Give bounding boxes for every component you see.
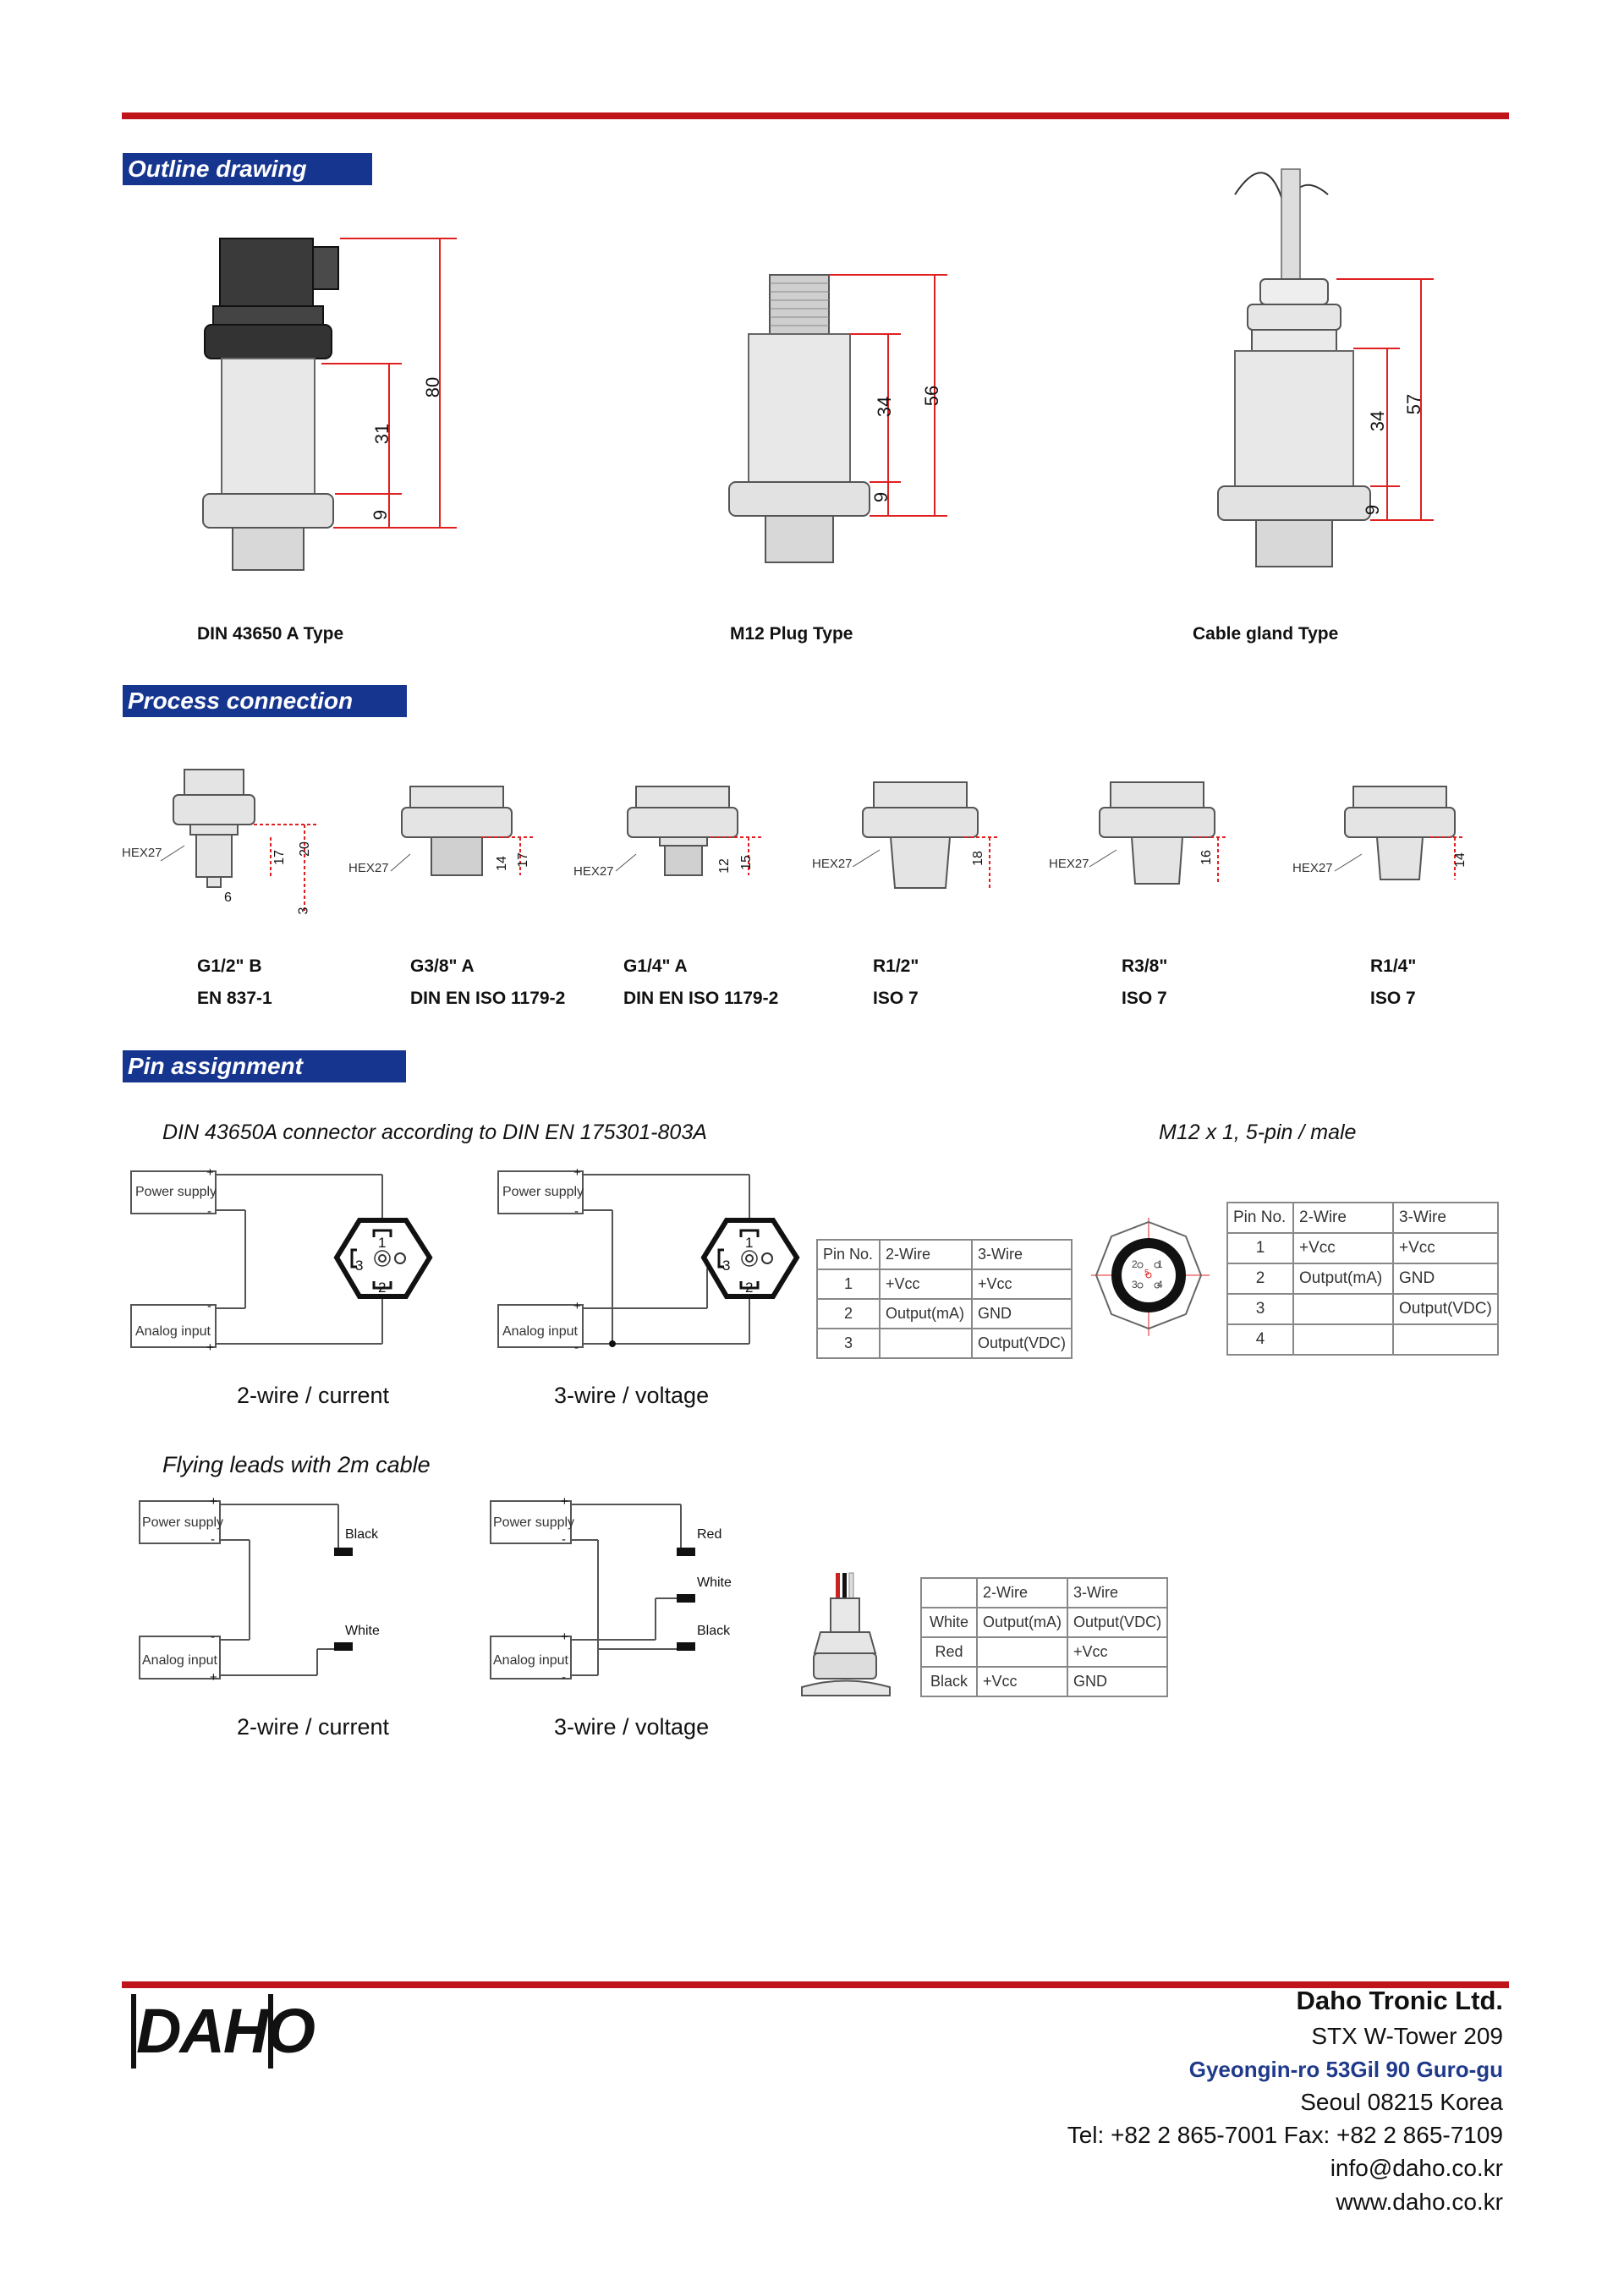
process-connection-3: G1/4" A DIN EN ISO 1179-2 [623, 956, 779, 1008]
process-connection-1: G1/2" B EN 837-1 [197, 956, 272, 1008]
minus-sign: - [562, 1532, 566, 1547]
dim-c1-20: 20 [297, 841, 312, 857]
plus-sign: + [206, 1340, 214, 1355]
minus-sign: - [574, 1340, 579, 1355]
email-link[interactable]: info@daho.co.kr [1330, 2155, 1503, 2181]
caption-din-43650: DIN 43650 A Type [197, 624, 344, 644]
power-supply-label: Power supply [493, 1515, 575, 1530]
dim-din-9: 9 [370, 509, 392, 521]
m12-sensor-drawing [719, 271, 973, 584]
minus-sign: - [207, 1204, 211, 1219]
din-pin-2: 2 [378, 1280, 387, 1296]
din-connector-title: DIN 43650A connector according to DIN EN 175301-803A [162, 1121, 707, 1144]
lead-black-label: Black [345, 1527, 379, 1542]
din-pin-3: 3 [355, 1258, 364, 1274]
m12-pin-5: 5 [1144, 1269, 1149, 1278]
dim-gland-9: 9 [1362, 504, 1384, 516]
process-connection-drawings [118, 761, 1506, 930]
din-pin-2: 2 [745, 1280, 754, 1296]
m12-pin-table: Pin No. 2-Wire 3-Wire 1 +Vcc +Vcc 2 Output(mA) GND 3 Output(VDC) 4 [1226, 1202, 1499, 1356]
m12-connector-title: M12 x 1, 5-pin / male [1159, 1121, 1357, 1144]
minus-sign: - [211, 1630, 215, 1644]
hex-label-6: HEX27 [1292, 861, 1333, 875]
lead-white-label: White [697, 1575, 732, 1590]
process-connection-4: R1/2" ISO 7 [873, 956, 919, 1008]
dim-c2-17: 17 [515, 852, 530, 868]
dim-gland-57: 57 [1403, 393, 1425, 415]
address-line-1: STX W-Tower 209 [1311, 2023, 1503, 2049]
din-pin-1: 1 [378, 1235, 387, 1251]
power-supply-label: Power supply [502, 1185, 584, 1199]
dim-m12-56: 56 [921, 385, 943, 407]
section-pin-assignment: Pin assignment [123, 1050, 406, 1082]
m12-pin-3: 3 [1132, 1279, 1138, 1290]
hex-label-5: HEX27 [1049, 857, 1089, 871]
plus-sign: + [561, 1494, 568, 1509]
hex-label-1: HEX27 [122, 846, 162, 860]
dim-m12-9: 9 [870, 491, 892, 503]
dim-c3-15: 15 [738, 855, 754, 870]
cable-lead-sensor-drawing [795, 1569, 897, 1704]
dim-c5-16: 16 [1199, 850, 1214, 865]
analog-input-label: Analog input [493, 1653, 568, 1668]
analog-input-label: Analog input [135, 1324, 211, 1339]
plus-sign: + [210, 1670, 217, 1685]
dim-c2-14: 14 [494, 856, 509, 871]
section-process-connection: Process connection [123, 685, 407, 717]
analog-input-label: Analog input [142, 1653, 217, 1668]
dim-c6-14: 14 [1452, 852, 1468, 868]
m12-pin-1: 1 [1157, 1258, 1163, 1270]
din-pin-3: 3 [722, 1258, 731, 1274]
dim-c1-6: 6 [224, 890, 232, 905]
process-connection-2: G3/8" A DIN EN ISO 1179-2 [410, 956, 566, 1008]
dim-m12-34: 34 [874, 396, 896, 418]
caption-din-2wire: 2-wire / current [237, 1383, 390, 1408]
m12-connector-face [1091, 1218, 1210, 1336]
minus-sign: - [562, 1670, 566, 1685]
section-outline-drawing: Outline drawing [123, 153, 372, 185]
lead-color-table: 2-Wire 3-Wire White Output(mA) Output(VDC) Red +Vcc Black +Vcc GND [920, 1577, 1168, 1697]
minus-sign: - [574, 1204, 579, 1219]
hex-label-2: HEX27 [348, 861, 389, 875]
plus-sign: + [210, 1494, 217, 1509]
website-link[interactable]: www.daho.co.kr [1336, 2189, 1503, 2215]
m12-pin-4: 4 [1157, 1279, 1163, 1290]
caption-din-3wire: 3-wire / voltage [554, 1383, 710, 1408]
daho-logo: DAHO [131, 1994, 273, 2069]
dim-din-80: 80 [422, 376, 444, 398]
process-connection-5: R3/8" ISO 7 [1122, 956, 1168, 1008]
din-pin-table: Pin No. 2-Wire 3-Wire 1 +Vcc +Vcc 2 Output(mA) GND 3 Output(VDC) [816, 1239, 1073, 1359]
dim-c1-17: 17 [272, 850, 287, 865]
din-pin-1: 1 [745, 1235, 754, 1251]
power-supply-label: Power supply [135, 1185, 217, 1199]
company-name: Daho Tronic Ltd. [1296, 1986, 1503, 2015]
dim-gland-34: 34 [1367, 410, 1389, 432]
flying-leads-title: Flying leads with 2m cable [162, 1452, 431, 1477]
din-43650-sensor-drawing [186, 228, 474, 584]
caption-m12-plug: M12 Plug Type [730, 624, 853, 644]
lead-black-label: Black [697, 1624, 731, 1638]
dim-din-31: 31 [371, 423, 393, 445]
minus-sign: - [207, 1299, 211, 1313]
plus-sign: + [561, 1630, 568, 1644]
address-line-3: Seoul 08215 Korea [1300, 2089, 1503, 2115]
dim-c1-3: 3 [296, 907, 311, 915]
hex-label-3: HEX27 [573, 864, 614, 879]
analog-input-label: Analog input [502, 1324, 578, 1339]
power-supply-label: Power supply [142, 1515, 224, 1530]
lead-white-label: White [345, 1624, 380, 1638]
caption-flying-3wire: 3-wire / voltage [554, 1714, 710, 1740]
process-connection-6: R1/4" ISO 7 [1370, 956, 1417, 1008]
cable-gland-sensor-drawing [1210, 161, 1455, 584]
m12-pin-2: 2 [1132, 1258, 1138, 1270]
address-line-2: Gyeongin-ro 53Gil 90 Guro-gu [1188, 2057, 1503, 2082]
minus-sign: - [211, 1532, 215, 1547]
caption-cable-gland: Cable gland Type [1193, 624, 1339, 644]
top-rule [122, 112, 1509, 119]
phone-fax: Tel: +82 2 865-7001 Fax: +82 2 865-7109 [1067, 2122, 1503, 2148]
plus-sign: + [573, 1299, 581, 1313]
plus-sign: + [573, 1165, 581, 1180]
hex-label-4: HEX27 [812, 857, 853, 871]
lead-red-label: Red [697, 1527, 722, 1542]
dim-c4-18: 18 [970, 851, 985, 866]
dim-c3-12: 12 [716, 858, 732, 874]
plus-sign: + [206, 1165, 214, 1180]
caption-flying-2wire: 2-wire / current [237, 1714, 390, 1740]
